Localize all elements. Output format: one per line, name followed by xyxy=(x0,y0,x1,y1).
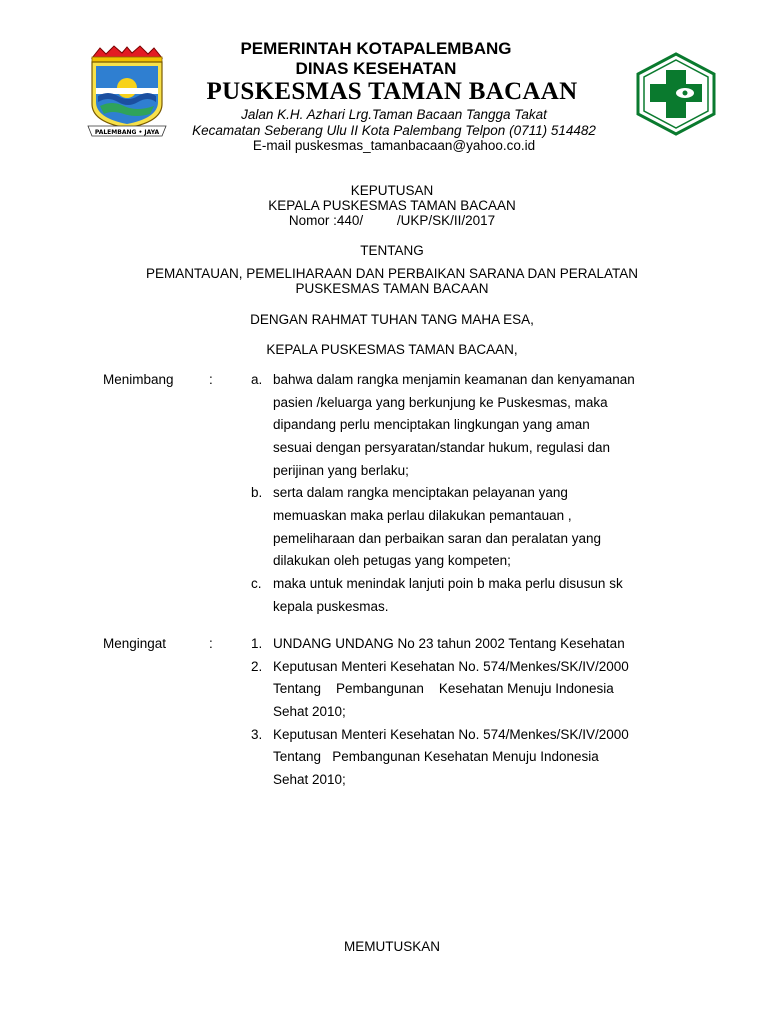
menimbang-b-line: serta dalam rangka menciptakan pelayanan yang xyxy=(273,485,568,500)
menimbang-b-line: memuaskan maka perlau dilakukan pemantauan , xyxy=(273,508,572,523)
menimbang-a-line: bahwa dalam rangka menjamin keamanan dan kenyamanan xyxy=(273,372,635,387)
menimbang-a-line: pasien /keluarga yang berkunjung ke Puskesmas, maka xyxy=(273,395,608,410)
letterhead-government: PEMERINTAH KOTAPALEMBANG xyxy=(240,39,512,58)
decree-title: KEPUTUSAN xyxy=(350,183,434,198)
letterhead-department: DINAS KESEHATAN xyxy=(295,59,457,78)
mengingat-2-line: Keputusan Menteri Kesehatan No. 574/Menkes/SK/IV/2000 xyxy=(273,659,629,674)
decree-number: Nomor :440/ /UKP/SK/II/2017 xyxy=(288,213,496,228)
mengingat-2-line: Sehat 2010; xyxy=(273,704,346,719)
mengingat-marker-2: 2. xyxy=(251,659,263,674)
decree-blessing: DENGAN RAHMAT TUHAN TANG MAHA ESA, xyxy=(250,312,534,327)
menimbang-marker-a: a. xyxy=(251,372,263,387)
decree-head: KEPALA PUSKESMAS TAMAN BACAAN, xyxy=(266,342,518,357)
menimbang-colon: : xyxy=(209,372,213,387)
letterhead-address-district: Kecamatan Seberang Ulu II Kota Palembang Telpon (0711) 514482 xyxy=(192,123,596,138)
decree-subject-line2: PUSKESMAS TAMAN BACAAN xyxy=(295,281,489,296)
letterhead-institution: PUSKESMAS TAMAN BACAAN xyxy=(206,78,578,105)
menimbang-b-line: pemeliharaan dan perbaikan saran dan peralatan yang xyxy=(273,531,601,546)
menimbang-a-line: perijinan yang berlaku; xyxy=(273,463,409,478)
menimbang-c-line: kepala puskesmas. xyxy=(273,599,389,614)
menimbang-a-line: sesuai dengan persyaratan/standar hukum, regulasi dan xyxy=(273,440,610,455)
menimbang-c-line: maka untuk menindak lanjuti poin b maka perlu disusun sk xyxy=(273,576,623,591)
decree-subject-line1: PEMANTAUAN, PEMELIHARAAN DAN PERBAIKAN SARANA DAN PERALATAN xyxy=(145,266,639,281)
menimbang-marker-c: c. xyxy=(251,576,262,591)
mengingat-marker-1: 1. xyxy=(251,636,263,651)
decree-issuer: KEPALA PUSKESMAS TAMAN BACAAN xyxy=(268,198,516,213)
mengingat-3-line: Tentang Pembangunan Kesehatan Menuju Indonesia xyxy=(273,749,599,764)
menimbang-b-line: dilakukan oleh petugas yang kompeten; xyxy=(273,553,511,568)
mengingat-1-line: UNDANG UNDANG No 23 tahun 2002 Tentang Kesehatan xyxy=(273,636,625,651)
mengingat-marker-3: 3. xyxy=(251,727,263,742)
letterhead-address-street: Jalan K.H. Azhari Lrg.Taman Bacaan Tangga Takat xyxy=(241,107,547,122)
letterhead-email: E-mail puskesmas_tamanbacaan@yahoo.co.id xyxy=(252,138,536,153)
decree-decide: MEMUTUSKAN xyxy=(343,939,440,954)
menimbang-marker-b: b. xyxy=(251,485,263,500)
mengingat-3-line: Keputusan Menteri Kesehatan No. 574/Menkes/SK/IV/2000 xyxy=(273,727,629,742)
menimbang-label: Menimbang xyxy=(103,372,174,387)
mengingat-colon: : xyxy=(209,636,213,651)
menimbang-a-line: dipandang perlu menciptakan lingkungan yang aman xyxy=(273,417,590,432)
decree-about: TENTANG xyxy=(360,243,424,258)
emblem-motto: PALEMBANG • JAYA xyxy=(94,129,160,136)
mengingat-label: Mengingat xyxy=(103,636,167,651)
mengingat-3-line: Sehat 2010; xyxy=(273,772,346,787)
mengingat-2-line: Tentang Pembangunan Kesehatan Menuju Indonesia xyxy=(273,681,614,696)
